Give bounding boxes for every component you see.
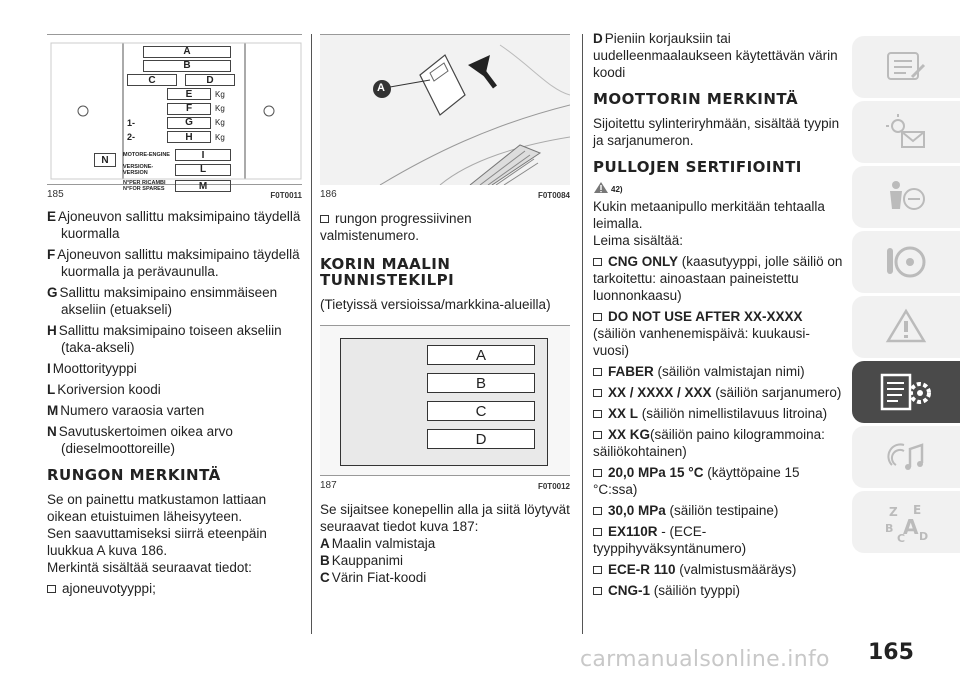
stamp-bullet <box>593 523 845 557</box>
stamp-bullet <box>593 426 845 460</box>
heading-line-2: TUNNISTEKILPI <box>320 271 455 289</box>
chassis-para-1: Se on painettu matkustamon lattiaan oikean etuistuimen läheisyyteen. <box>47 492 267 524</box>
figure-187-caption <box>320 475 570 491</box>
bullet-box-icon <box>593 587 602 595</box>
bullet-box-icon <box>593 313 602 321</box>
stamp-text: (säiliön nimellistilavuus litroina) <box>638 406 828 421</box>
legend-item-f <box>47 246 302 280</box>
paint-para: Se sijaitsee konepellin alla ja siitä löytyvät seuraavat tiedot kuva 187: <box>320 502 570 534</box>
stamp-text: (säiliön vanhenemispäivä: kuukausi-vuosi) <box>593 326 810 358</box>
stamp-text: (käyttöpaine 15 °C:ssa) <box>593 465 800 497</box>
paint-item-d <box>593 30 845 81</box>
legend-text: Kauppanimi <box>331 553 404 568</box>
bullet-box-icon <box>320 215 329 223</box>
axle-2-label: 2- <box>127 132 136 143</box>
paint-item-c <box>320 569 570 586</box>
tab-multimedia[interactable] <box>852 426 960 488</box>
legend-text: Koriversion koodi <box>57 382 161 397</box>
legend-key: C <box>320 570 330 585</box>
ricambi-line-1: N°PER RICAMBI <box>123 180 166 187</box>
stamp-bold: EX110R <box>608 524 658 539</box>
unit-kg: Kg <box>215 89 225 99</box>
bullet-box-icon <box>593 410 602 418</box>
bullet-serial <box>320 210 570 244</box>
legend-item-i <box>47 360 302 377</box>
stamp-bold: XX L <box>608 406 639 421</box>
specs-gear-icon <box>876 369 936 415</box>
stamp-bullet <box>593 464 845 498</box>
legend-key: B <box>320 553 330 568</box>
stamp-text: (kaasutyyppi, jolle säiliö on tarkoitettu: ainoastaan paineistettu luonnonkaasu) <box>593 254 843 303</box>
label-cell-n: N <box>94 153 116 167</box>
stamp-bold: DO NOT USE AFTER XX-XXXX <box>608 309 803 324</box>
unit-kg: Kg <box>215 132 225 142</box>
label-cell-i: I <box>175 149 231 161</box>
bullet-box-icon <box>593 258 602 266</box>
column-2 <box>320 34 570 590</box>
axle-1-label: 1- <box>127 117 136 128</box>
figure-number: 185 <box>47 189 64 200</box>
paint-plate <box>340 338 548 466</box>
stamp-bullet <box>593 502 845 519</box>
svg-text:Z: Z <box>889 505 898 519</box>
dashboard-list-icon <box>884 47 928 87</box>
column-divider <box>311 34 312 634</box>
stamp-text: (valmistusmääräys) <box>675 562 797 577</box>
tab-index[interactable] <box>852 491 960 553</box>
paint-item-b <box>320 552 570 569</box>
bullet-box-icon <box>593 566 602 574</box>
legend-key: F <box>47 247 56 262</box>
motore-label: MOTORE-ENGINE <box>123 152 170 159</box>
legend-text: Moottorityyppi <box>52 361 137 376</box>
paint-plate-cell-d: D <box>427 429 535 449</box>
legend-text: Sallittu maksimipaino ensimmäiseen akseliin (etuakseli) <box>59 285 278 317</box>
safety-icon <box>884 177 928 217</box>
paint-plate-cell-c: C <box>427 401 535 421</box>
legend-key: I <box>47 361 51 376</box>
legend-text: Numero varaosia varten <box>60 403 205 418</box>
legend-text: Savutuskertoimen oikea arvo (dieselmoottoreille) <box>58 424 233 456</box>
tab-starting-driving[interactable] <box>852 231 960 293</box>
tab-lights-warnings[interactable] <box>852 101 960 163</box>
svg-text:A: A <box>903 515 919 539</box>
legend-item-h <box>47 322 302 356</box>
column-1 <box>47 34 302 601</box>
svg-text:B: B <box>885 522 894 535</box>
bullet-box-icon <box>593 469 602 477</box>
bullet-box-icon <box>593 368 602 376</box>
bullet-box-icon <box>593 507 602 515</box>
stamp-bullet <box>593 561 845 578</box>
tab-emergency[interactable] <box>852 296 960 358</box>
stamp-bullet <box>593 308 845 359</box>
steering-wheel-icon <box>884 242 928 282</box>
stamp-text: (säiliön valmistajan nimi) <box>653 364 805 379</box>
label-cell-m: M <box>175 180 231 192</box>
paint-plate-cell-b: B <box>427 373 535 393</box>
stamp-bullet <box>593 405 845 422</box>
chapter-tabs <box>852 36 960 556</box>
stamp-text: - (ECE-tyyppihyväksyntänumero) <box>593 524 747 556</box>
legend-text: Ajoneuvon sallittu maksimipaino täydellä kuormalla <box>58 209 301 241</box>
tab-safety[interactable] <box>852 166 960 228</box>
legend-key: N <box>47 424 57 439</box>
legend-text: Värin Fiat-koodi <box>331 570 427 585</box>
legend-item-g <box>47 284 302 318</box>
figure-186-caption <box>320 184 570 200</box>
figure-186 <box>320 34 570 184</box>
label-cell-a: A <box>143 46 231 58</box>
emergency-icon <box>884 307 928 347</box>
multimedia-icon <box>884 437 928 477</box>
legend-item-m <box>47 402 302 419</box>
legend-key: A <box>320 536 330 551</box>
stamp-bold: CNG ONLY <box>608 254 679 269</box>
bullet-box-icon <box>593 528 602 536</box>
bullet-box-icon <box>593 389 602 397</box>
cylinders-para-1: Kukin metaanipullo merkitään tehtaalla leimalla. <box>593 199 825 231</box>
figure-185 <box>47 34 302 193</box>
versione-label: VERSIONE-VERSION <box>123 163 154 176</box>
legend-text: Sallittu maksimipaino toiseen akseliin (taka-akseli) <box>58 323 282 355</box>
section-heading-chassis: RUNGON MERKINTÄ <box>47 466 221 484</box>
watermark: carmanualsonline.info <box>580 647 830 672</box>
callout-a: A <box>377 82 385 94</box>
legend-item-n <box>47 423 302 457</box>
label-cell-d: D <box>185 74 235 86</box>
legend-item-e <box>47 208 302 242</box>
stamp-bold: 30,0 MPa <box>608 503 666 518</box>
section-heading-paint <box>320 256 570 288</box>
page-number: 165 <box>868 640 914 665</box>
paint-note: (Tietyissä versioissa/markkina-alueilla) <box>320 297 551 312</box>
bullet-text: rungon progressiivinen valmistenumero. <box>320 211 472 243</box>
paint-item-a <box>320 535 570 552</box>
figure-code: F0T0011 <box>270 191 302 200</box>
label-cell-l: L <box>175 164 231 176</box>
section-heading-engine: MOOTTORIN MERKINTÄ <box>593 90 799 108</box>
column-divider <box>582 34 583 634</box>
stamp-text: (säiliön paino kilogrammoina: säiliökohtainen) <box>593 427 825 459</box>
column-3 <box>593 30 845 603</box>
legend-key: M <box>47 403 59 418</box>
heading-line-1: KORIN MAALIN <box>320 255 451 273</box>
stamp-bold: 20,0 MPa 15 °C <box>608 465 704 480</box>
stamp-bold: XX / XXXX / XXX <box>608 385 712 400</box>
svg-text:D: D <box>919 530 929 543</box>
section-heading-cylinders: PULLOJEN SERTIFIOINTI <box>593 158 802 176</box>
label-cell-f: F <box>167 103 211 115</box>
unit-kg: Kg <box>215 104 225 114</box>
chassis-para-2: Sen saavuttamiseksi siirrä eteenpäin luukkua A kuva 186. <box>47 526 267 558</box>
figure-code: F0T0084 <box>537 191 570 200</box>
bullet-box-icon <box>593 431 602 439</box>
legend-key: D <box>593 31 603 46</box>
warning-ref-number: 42) <box>611 185 623 194</box>
legend-key: E <box>47 209 57 224</box>
svg-text:E: E <box>913 503 922 517</box>
legend-key: H <box>47 323 57 338</box>
stamp-bold: FABER <box>608 364 654 379</box>
unit-kg: Kg <box>215 118 225 128</box>
legend-item-l <box>47 381 302 398</box>
label-legend-list <box>47 208 302 457</box>
stamp-bullet <box>593 384 845 401</box>
stamp-bold: XX KG <box>608 427 651 442</box>
warning-ref <box>593 181 845 194</box>
legend-key: G <box>47 285 58 300</box>
warning-lights-icon <box>884 112 928 152</box>
legend-text: Maalin valmistaja <box>331 536 436 551</box>
label-cell-e: E <box>167 88 211 100</box>
bullet-text: ajoneuvotyyppi; <box>62 581 156 596</box>
label-cell-h: H <box>167 131 211 143</box>
chassis-hatch-illustration <box>320 35 570 185</box>
label-cell-c: C <box>127 74 177 86</box>
stamp-text: (säiliön tyyppi) <box>650 583 741 598</box>
figure-number: 186 <box>320 189 337 200</box>
figure-187 <box>320 325 570 475</box>
tab-dashboard[interactable] <box>852 36 960 98</box>
stamp-text: (säiliön sarjanumero) <box>711 385 842 400</box>
cylinders-para-2: Leima sisältää: <box>593 233 684 248</box>
tab-maintenance-specs[interactable] <box>852 361 960 423</box>
label-grid <box>123 45 243 197</box>
paint-plate-cell-a: A <box>427 345 535 365</box>
legend-key: L <box>47 382 56 397</box>
stamp-bullet <box>593 363 845 380</box>
figure-number: 187 <box>320 480 337 491</box>
bullet-box-icon <box>47 585 56 593</box>
stamp-bold: CNG-1 <box>608 583 651 598</box>
stamp-bullet <box>593 582 845 599</box>
stamp-text: (säiliön testipaine) <box>665 503 779 518</box>
alphabetical-index-icon <box>881 500 931 544</box>
ricambi-line-2: N°FOR SPARES <box>123 186 165 193</box>
legend-text: Pieniin korjauksiin tai uudelleenmaalaukseen käytettävän värin koodi <box>593 31 838 80</box>
figure-code: F0T0012 <box>537 482 570 491</box>
warning-triangle-icon <box>593 181 609 194</box>
ricambi-label <box>123 180 175 192</box>
stamp-bold: ECE-R 110 <box>608 562 676 577</box>
stamp-bullet <box>593 253 845 304</box>
label-cell-b: B <box>143 60 231 72</box>
label-cell-g: G <box>167 117 211 129</box>
svg-text:C: C <box>897 532 906 544</box>
chassis-para-3: Merkintä sisältää seuraavat tiedot: <box>47 560 252 575</box>
bullet-vehicle-type <box>47 580 302 597</box>
legend-text: Ajoneuvon sallittu maksimipaino täydellä kuormalla ja perävaunulla. <box>57 247 300 279</box>
engine-para: Sijoitettu sylinteriryhmään, sisältää tyypin ja sarjanumeron. <box>593 116 840 148</box>
